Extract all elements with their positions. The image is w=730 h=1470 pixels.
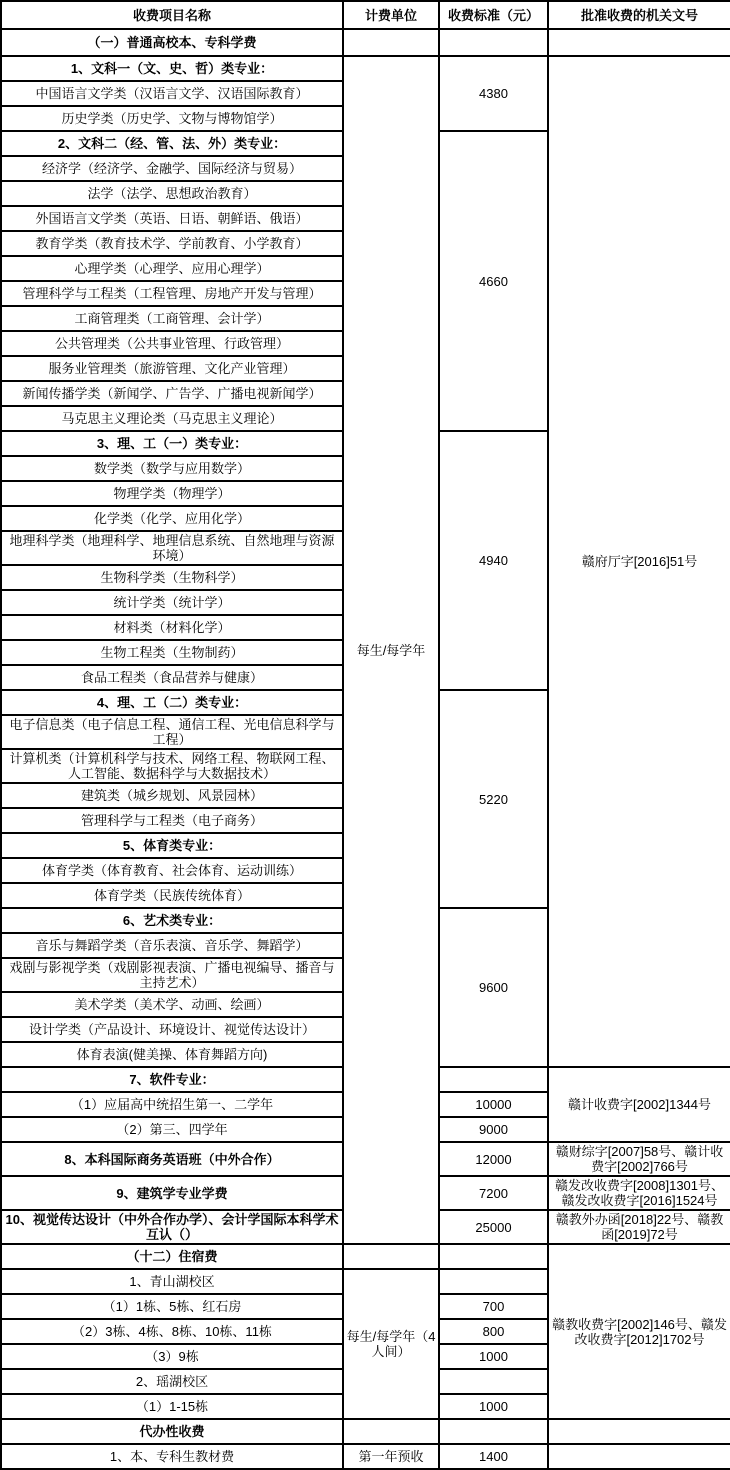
item-cell: 体育学类（民族传统体育） bbox=[1, 883, 343, 908]
section-cell: 1、文科一（文、史、哲）类专业： bbox=[1, 56, 343, 81]
item-cell: 美术学类（美术学、动画、绘画） bbox=[1, 992, 343, 1017]
fee-cell bbox=[439, 1067, 548, 1092]
section-cell: 2、文科二（经、管、法、外）类专业： bbox=[1, 131, 343, 156]
unit-column-header: 计费单位 bbox=[343, 1, 439, 29]
section-cell: 10、视觉传达设计（中外合作办学）、会计学国际本科学术互认（） bbox=[1, 1210, 343, 1244]
item-cell: 生物工程类（生物制药） bbox=[1, 640, 343, 665]
section-cell: 7、软件专业： bbox=[1, 1067, 343, 1092]
fee-cell: 12000 bbox=[439, 1142, 548, 1176]
fee-cell: 5220 bbox=[439, 690, 548, 908]
item-cell: 管理科学与工程类（工程管理、房地产开发与管理） bbox=[1, 281, 343, 306]
item-cell: 1、青山湖校区 bbox=[1, 1269, 343, 1294]
item-cell: （1）1栋、5栋、红石房 bbox=[1, 1294, 343, 1319]
item-cell: 数学类（数学与应用数学） bbox=[1, 456, 343, 481]
unit-cell bbox=[343, 1244, 439, 1269]
fee-cell: 1000 bbox=[439, 1344, 548, 1369]
table-row bbox=[1, 29, 730, 56]
item-cell: 材料类（材料化学） bbox=[1, 615, 343, 640]
item-cell: 1、本、专科生教材费 bbox=[1, 1444, 343, 1469]
doc-cell: 赣教收费字[2002]146号、赣发改收费字[2012]1702号 bbox=[548, 1244, 730, 1419]
item-cell: 建筑类（城乡规划、风景园林） bbox=[1, 783, 343, 808]
item-cell: 管理科学与工程类（电子商务） bbox=[1, 808, 343, 833]
section-cell: 5、体育类专业： bbox=[1, 833, 343, 858]
item-cell: 音乐与舞蹈学类（音乐表演、音乐学、舞蹈学） bbox=[1, 933, 343, 958]
fee-cell: 25000 bbox=[439, 1210, 548, 1244]
fee-cell: 1000 bbox=[439, 1394, 548, 1419]
item-cell: 戏剧与影视学类（戏剧影视表演、广播电视编导、播音与主持艺术） bbox=[1, 958, 343, 992]
item-cell: 教育学类（教育技术学、学前教育、小学教育） bbox=[1, 231, 343, 256]
fee-cell: 9000 bbox=[439, 1117, 548, 1142]
item-cell: 法学（法学、思想政治教育） bbox=[1, 181, 343, 206]
item-cell: 计算机类（计算机科学与技术、网络工程、物联网工程、人工智能、数据科学与大数据技术） bbox=[1, 749, 343, 783]
section-cell: 3、理、工（一）类专业： bbox=[1, 431, 343, 456]
fee-cell bbox=[439, 1419, 548, 1444]
item-column-header: 收费项目名称 bbox=[1, 1, 343, 29]
doc-cell: 赣发改收费字[2008]1301号、赣发改收费字[2016]1524号 bbox=[548, 1176, 730, 1210]
table-row bbox=[1, 1419, 730, 1444]
fee-cell: 700 bbox=[439, 1294, 548, 1319]
fee-cell: 7200 bbox=[439, 1176, 548, 1210]
item-cell: 公共管理类（公共事业管理、行政管理） bbox=[1, 331, 343, 356]
fee-cell: 4380 bbox=[439, 56, 548, 131]
item-cell: 新闻传播学类（新闻学、广告学、广播电视新闻学） bbox=[1, 381, 343, 406]
item-cell: （2）3栋、4栋、8栋、10栋、11栋 bbox=[1, 1319, 343, 1344]
fee-cell bbox=[439, 29, 548, 56]
standard-column-header: 收费标准（元） bbox=[439, 1, 548, 29]
fee-cell bbox=[439, 1369, 548, 1394]
doc-cell: 赣教外办函[2018]22号、赣教函[2019]72号 bbox=[548, 1210, 730, 1244]
item-cell: （1）应届高中统招生第一、二学年 bbox=[1, 1092, 343, 1117]
unit-cell: 每生/每学年（4人间） bbox=[343, 1269, 439, 1419]
item-cell: 体育学类（体育教育、社会体育、运动训练） bbox=[1, 858, 343, 883]
unit-cell bbox=[343, 1419, 439, 1444]
fee-cell: 800 bbox=[439, 1319, 548, 1344]
item-cell: 统计学类（统计学） bbox=[1, 590, 343, 615]
item-cell: 经济学（经济学、金融学、国际经济与贸易） bbox=[1, 156, 343, 181]
item-cell: 外国语言文学类（英语、日语、朝鲜语、俄语） bbox=[1, 206, 343, 231]
doc-cell bbox=[548, 1419, 730, 1444]
item-cell: 设计学类（产品设计、环境设计、视觉传达设计） bbox=[1, 1017, 343, 1042]
item-cell: 工商管理类（工商管理、会计学） bbox=[1, 306, 343, 331]
fee-cell: 4940 bbox=[439, 431, 548, 690]
item-cell: 服务业管理类（旅游管理、文化产业管理） bbox=[1, 356, 343, 381]
section-cell: （十二）住宿费 bbox=[1, 1244, 343, 1269]
item-cell: （2）第三、四学年 bbox=[1, 1117, 343, 1142]
fee-cell bbox=[439, 1244, 548, 1269]
item-cell: 地理科学类（地理科学、地理信息系统、自然地理与资源环境） bbox=[1, 531, 343, 565]
item-cell: （1）1-15栋 bbox=[1, 1394, 343, 1419]
authority-column-header: 批准收费的机关文号 bbox=[548, 1, 730, 29]
item-cell: 物理学类（物理学） bbox=[1, 481, 343, 506]
item-cell: 体育表演(健美操、体育舞蹈方向) bbox=[1, 1042, 343, 1067]
fee-cell: 9600 bbox=[439, 908, 548, 1067]
item-cell: 历史学类（历史学、文物与博物馆学） bbox=[1, 106, 343, 131]
item-cell: 2、瑶湖校区 bbox=[1, 1369, 343, 1394]
item-cell: （3）9栋 bbox=[1, 1344, 343, 1369]
fee-cell: 4660 bbox=[439, 131, 548, 431]
table-row bbox=[1, 56, 730, 81]
item-cell: 化学类（化学、应用化学） bbox=[1, 506, 343, 531]
section-cell: 4、理、工（二）类专业： bbox=[1, 690, 343, 715]
section-cell: 9、建筑学专业学费 bbox=[1, 1176, 343, 1210]
item-cell: 电子信息类（电子信息工程、通信工程、光电信息科学与工程） bbox=[1, 715, 343, 749]
item-cell: 食品工程类（食品营养与健康） bbox=[1, 665, 343, 690]
doc-cell: 赣计收费字[2002]1344号 bbox=[548, 1067, 730, 1142]
item-cell: 中国语言文学类（汉语言文学、汉语国际教育） bbox=[1, 81, 343, 106]
section-cell: 8、本科国际商务英语班（中外合作） bbox=[1, 1142, 343, 1176]
fee-cell: 1400 bbox=[439, 1444, 548, 1469]
doc-cell: 赣府厅字[2016]51号 bbox=[548, 56, 730, 1067]
section-cell: 代办性收费 bbox=[1, 1419, 343, 1444]
doc-cell bbox=[548, 29, 730, 56]
unit-cell: 第一年预收 bbox=[343, 1444, 439, 1469]
unit-cell: 每生/每学年 bbox=[343, 56, 439, 1244]
table-row bbox=[1, 1244, 730, 1269]
fee-cell: 10000 bbox=[439, 1092, 548, 1117]
unit-cell bbox=[343, 29, 439, 56]
item-cell: 心理学类（心理学、应用心理学） bbox=[1, 256, 343, 281]
fee-cell bbox=[439, 1269, 548, 1294]
item-cell: 生物科学类（生物科学） bbox=[1, 565, 343, 590]
section-cell: 6、艺术类专业： bbox=[1, 908, 343, 933]
doc-cell: 赣财综字[2007]58号、赣计收费字[2002]766号 bbox=[548, 1142, 730, 1176]
item-cell: 马克思主义理论类（马克思主义理论） bbox=[1, 406, 343, 431]
table-header-row bbox=[1, 1, 730, 29]
section-cell: （一）普通高校本、专科学费 bbox=[1, 29, 343, 56]
